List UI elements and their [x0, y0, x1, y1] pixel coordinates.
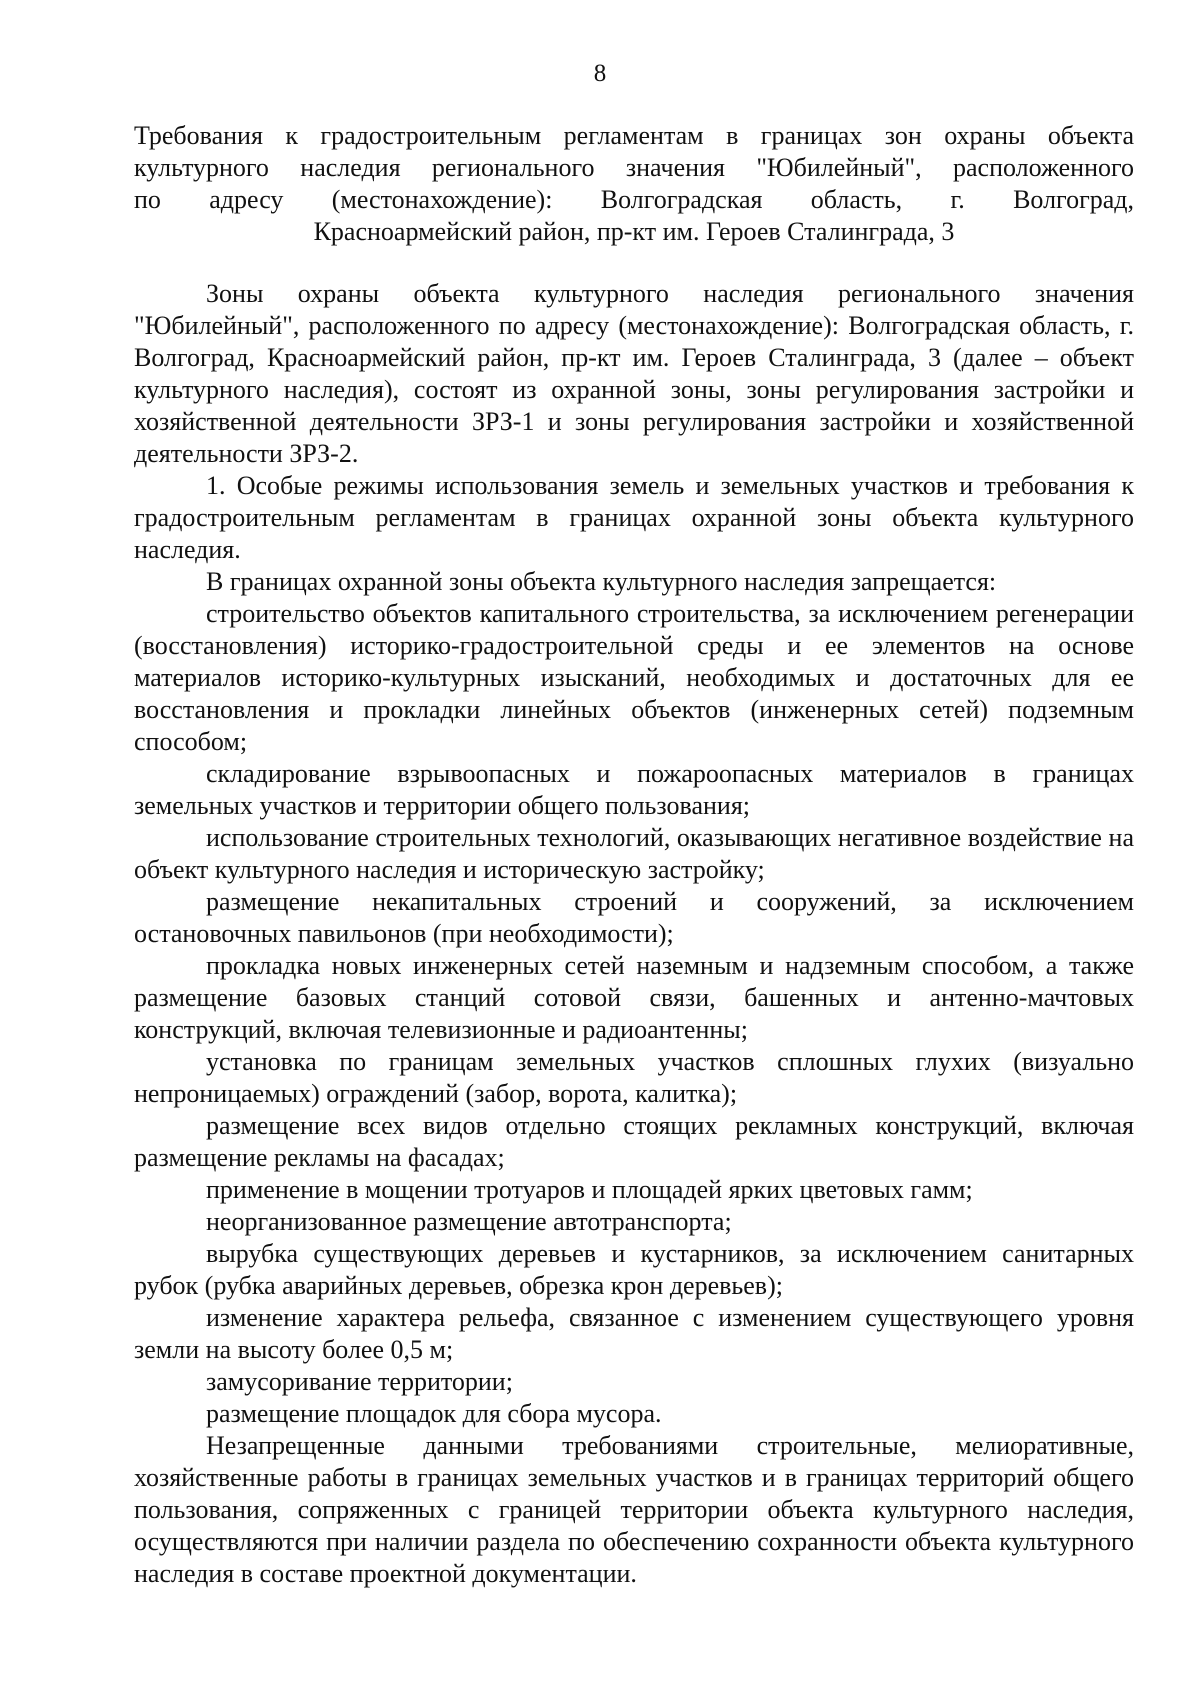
prohibition-item: неорганизованное размещение автотранспорта; — [206, 1207, 732, 1236]
title-line: по адресу (местонахождение): Волгоградская область, г. Волгоград, — [134, 185, 1134, 214]
prohibition-item: складирование взрывоопасных и пожароопасных материалов в границах земельных участков и территории общего пользования; — [134, 759, 1134, 820]
prohibition-item: размещение площадок для сбора мусора. — [206, 1399, 662, 1428]
title-line: культурного наследия регионального значения "Юбилейный", расположенного — [134, 153, 1134, 182]
prohibition-item: изменение характера рельефа, связанное с изменением существующего уровня земли на высоту более 0,5 м; — [134, 1303, 1134, 1364]
prohibition-item: размещение некапитальных строений и сооружений, за исключением остановочных павильонов (при необходимости); — [134, 887, 1134, 948]
document-title — [134, 120, 1134, 248]
prohibition-item: использование строительных технологий, оказывающих негативное воздействие на объект культурного наследия и историческую застройку; — [134, 823, 1134, 884]
prohibition-item: замусоривание территории; — [206, 1367, 513, 1396]
title-line: Требования к градостроительным регламентам в границах зон охраны объекта — [134, 121, 1134, 150]
document-body — [134, 278, 1134, 1590]
prohibition-item: размещение всех видов отдельно стоящих рекламных конструкций, включая размещение рекламы на фасадах; — [134, 1111, 1134, 1172]
prohibition-item: строительство объектов капитального строительства, за исключением регенерации (восстановления) историко-градостроительной среды и ее элементов на основе материалов историко-культурных изысканий, необходимых и достаточных для ее восстановления и прокладки линейных объектов (инженерных сетей) подземным способом; — [134, 599, 1134, 756]
prohibition-item: установка по границам земельных участков сплошных глухих (визуально непроницаемых) ограждений (забор, ворота, калитка); — [134, 1047, 1134, 1108]
prohibitions-intro: В границах охранной зоны объекта культурного наследия запрещается: — [206, 567, 997, 596]
intro-paragraph: Зоны охраны объекта культурного наследия регионального значения "Юбилейный", расположенного по адресу (местонахождение): Волгоградская область, г. Волгоград, Красноармейский район, пр-кт им. Героев Сталинграда, 3 (далее – объект культурного наследия), состоят из охранной зоны, зоны регулирования застройки и хозяйственной деятельности ЗРЗ-1 и зоны регулирования застройки и хозяйственной деятельности ЗРЗ-2. — [134, 279, 1134, 468]
title-line: Красноармейский район, пр-кт им. Героев Сталинграда, 3 — [313, 217, 955, 246]
prohibition-item: применение в мощении тротуаров и площадей ярких цветовых гамм; — [206, 1175, 973, 1204]
closing-paragraph: Незапрещенные данными требованиями строительные, мелиоративные, хозяйственные работы в границах земельных участков и в границах территорий общего пользования, сопряженных с границей территории объекта культурного наследия, осуществляются при наличии раздела по обеспечению сохранности объекта культурного наследия в составе проектной документации. — [134, 1431, 1134, 1588]
prohibition-item: вырубка существующих деревьев и кустарников, за исключением санитарных рубок (рубка аварийных деревьев, обрезка крон деревьев); — [134, 1239, 1134, 1300]
prohibition-item: прокладка новых инженерных сетей наземным и надземным способом, а также размещение базовых станций сотовой связи, башенных и антенно-мачтовых конструкций, включая телевизионные и радиоантенны; — [134, 951, 1134, 1044]
section-heading-paragraph: 1. Особые режимы использования земель и земельных участков и требования к градостроительным регламентам в границах охранной зоны объекта культурного наследия. — [134, 471, 1134, 564]
page-number: 8 — [593, 60, 607, 87]
